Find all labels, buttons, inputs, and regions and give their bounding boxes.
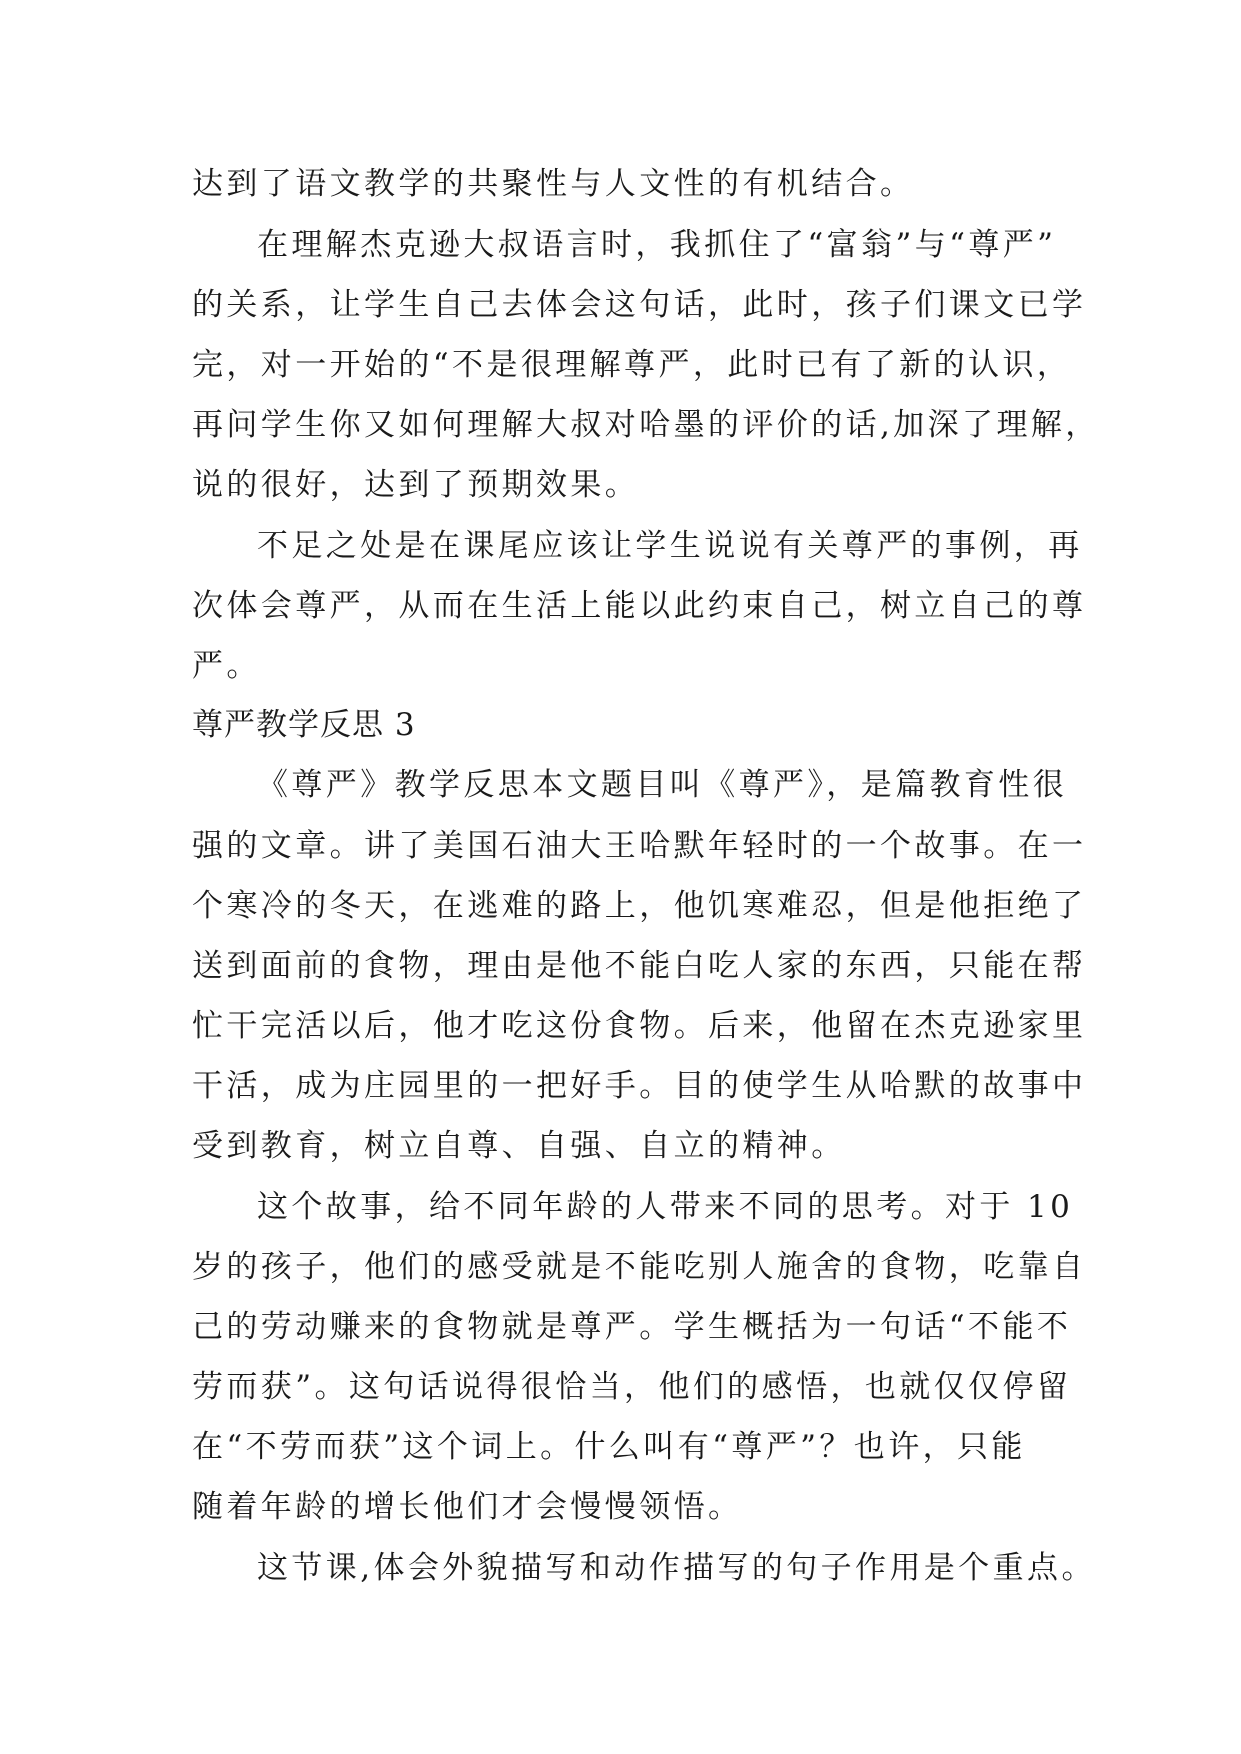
section-heading: 尊严教学反思 3 <box>192 707 416 743</box>
text-line: 说的很好，达到了预期效果。 <box>192 467 640 503</box>
text-line: 送到面前的食物，理由是他不能白吃人家的东西，只能在帮 <box>192 948 1087 984</box>
text-line: 随着年龄的增长他们才会慢慢领悟。 <box>192 1489 743 1525</box>
text-line: 在“不劳而获”这个词上。什么叫有“尊严”？也许，只能 <box>192 1429 1026 1465</box>
text-line: 次体会尊严，从而在生活上能以此约束自己，树立自己的尊 <box>192 588 1087 624</box>
text-line: 强的文章。讲了美国石油大王哈默年轻时的一个故事。在一 <box>192 828 1087 864</box>
text-line: 岁的孩子，他们的感受就是不能吃别人施舍的食物，吃靠自 <box>192 1249 1087 1285</box>
text-line: 受到教育，树立自尊、自强、自立的精神。 <box>192 1128 846 1164</box>
text-line: 完，对一开始的“不是很理解尊严，此时已有了新的认识， <box>192 347 1072 383</box>
paragraph-first-line: 这个故事，给不同年龄的人带来不同的思考。对于 10 <box>257 1189 1074 1225</box>
text-line: 己的劳动赚来的食物就是尊严。学生概括为一句话“不能不 <box>192 1309 1072 1345</box>
text-line: 严。 <box>192 648 261 684</box>
text-line: 干活，成为庄园里的一把好手。目的使学生从哈默的故事中 <box>192 1068 1087 1104</box>
text-line: 个寒冷的冬天，在逃难的路上，他饥寒难忍，但是他拒绝了 <box>192 888 1087 924</box>
text-line: 达到了语文教学的共聚性与人文性的有机结合。 <box>192 166 915 202</box>
text-line: 再问学生你又如何理解大叔对哈墨的评价的话,加深了理解， <box>192 407 1100 443</box>
paragraph-first-line: 不足之处是在课尾应该让学生说说有关尊严的事例，再 <box>257 528 1083 564</box>
paragraph-first-line: 《尊严》教学反思本文题目叫《尊严》，是篇教育性很 <box>257 767 1068 803</box>
text-line: 的关系，让学生自己去体会这句话，此时，孩子们课文已学 <box>192 287 1087 323</box>
paragraph-first-line: 这节课,体会外貌描写和动作描写的句子作用是个重点。 <box>257 1550 1096 1586</box>
text-line: 劳而获”。这句话说得很恰当，他们的感悟，也就仅仅停留 <box>192 1369 1072 1405</box>
text-line: 忙干完活以后，他才吃这份食物。后来，他留在杰克逊家里 <box>192 1008 1087 1044</box>
paragraph-first-line: 在理解杰克逊大叔语言时，我抓住了“富翁”与“尊严” <box>257 227 1057 263</box>
